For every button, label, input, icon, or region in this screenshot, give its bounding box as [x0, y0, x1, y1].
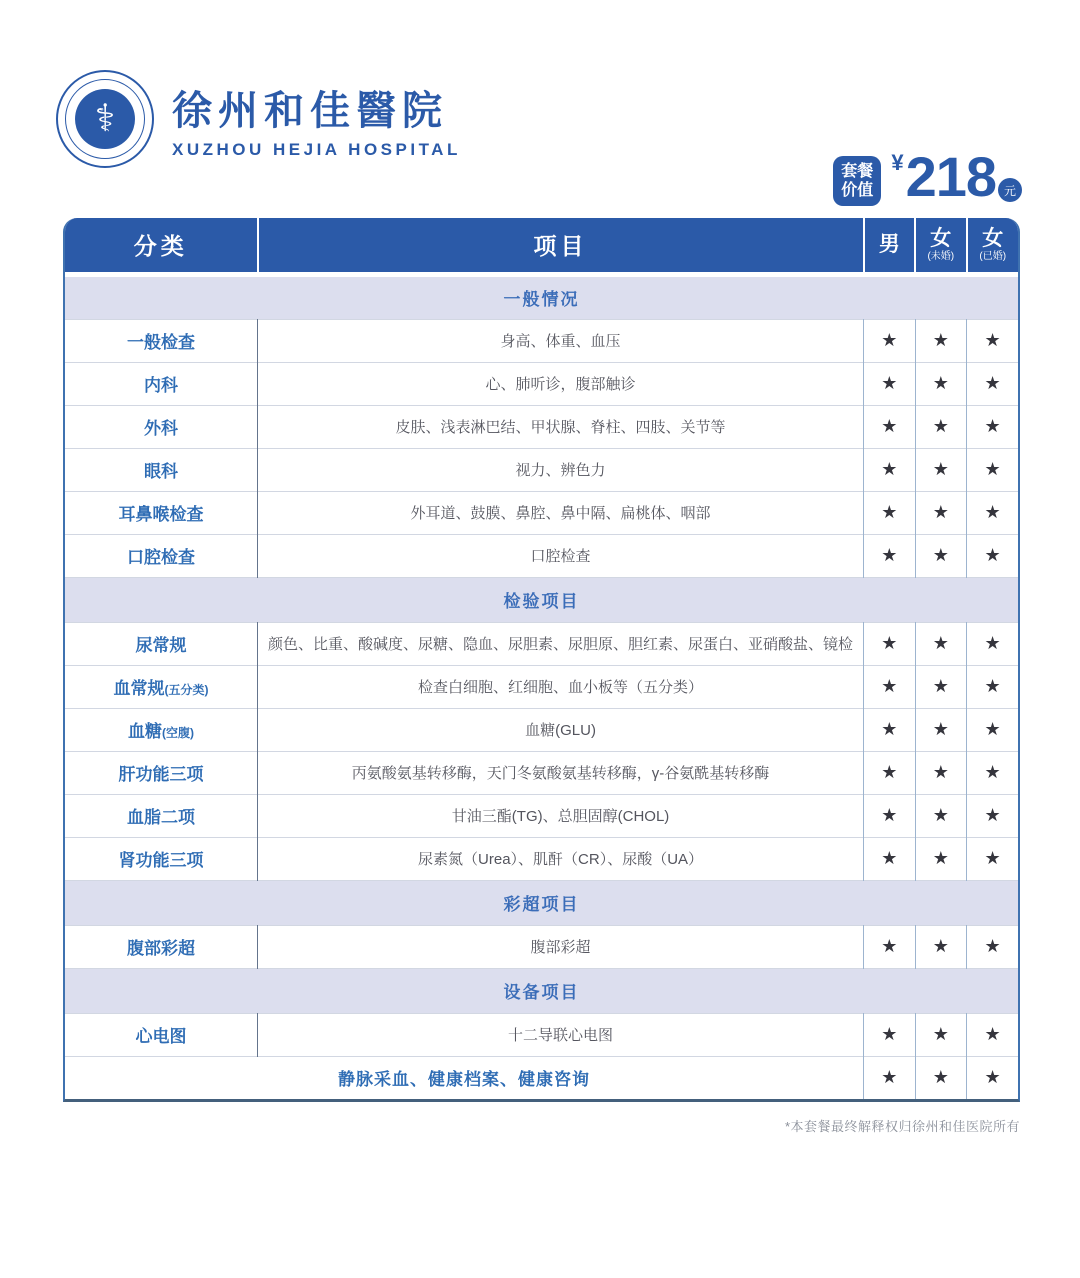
- star-icon: ★: [915, 837, 966, 880]
- category-cell: 内科: [65, 362, 258, 405]
- disclaimer-footnote: *本套餐最终解释权归徐州和佳医院所有: [784, 1119, 1020, 1134]
- star-icon: ★: [915, 925, 966, 968]
- category-cell: 口腔检查: [65, 534, 258, 577]
- star-icon: ★: [967, 837, 1018, 880]
- table-row: [65, 1056, 1018, 1099]
- hospital-name-en: XUZHOU HEJIA HOSPITAL: [172, 139, 461, 159]
- star-icon: ★: [915, 362, 966, 405]
- star-icon: ★: [967, 1056, 1018, 1099]
- table-row: [65, 708, 1018, 751]
- star-icon: ★: [967, 319, 1018, 362]
- category-note: (空腹): [162, 726, 194, 740]
- price-unit: 元: [998, 178, 1022, 202]
- header-female-married: [967, 218, 1018, 274]
- star-icon: ★: [967, 751, 1018, 794]
- star-icon: ★: [967, 448, 1018, 491]
- star-icon: ★: [864, 925, 915, 968]
- table-row: [65, 925, 1018, 968]
- caduceus-icon: ⚕: [94, 98, 116, 140]
- section-row: [65, 577, 1018, 622]
- seal-core: [75, 89, 135, 149]
- category-cell: 眼科: [65, 448, 258, 491]
- category-cell: 肾功能三项: [65, 837, 258, 880]
- table-row: [65, 837, 1018, 880]
- table-row: [65, 491, 1018, 534]
- section-row: [65, 968, 1018, 1013]
- star-icon: ★: [967, 405, 1018, 448]
- package-table: [63, 218, 1020, 1102]
- star-icon: ★: [915, 794, 966, 837]
- category-cell: 心电图: [65, 1013, 258, 1056]
- price-amount: 218: [905, 145, 996, 208]
- star-icon: ★: [915, 1013, 966, 1056]
- star-icon: ★: [915, 1056, 966, 1099]
- table-row: [65, 622, 1018, 665]
- item-description-cell: 丙氨酸氨基转移酶，天门冬氨酸氨基转移酶，γ-谷氨酰基转移酶: [258, 751, 864, 794]
- header-male: [864, 218, 915, 274]
- star-icon: ★: [864, 319, 915, 362]
- item-description-cell: 十二导联心电图: [258, 1013, 864, 1056]
- star-icon: ★: [864, 794, 915, 837]
- table-row: [65, 448, 1018, 491]
- star-icon: ★: [967, 1013, 1018, 1056]
- star-icon: ★: [915, 622, 966, 665]
- header-item: 项目: [258, 218, 864, 274]
- price-badge: [833, 145, 1022, 208]
- star-icon: ★: [915, 708, 966, 751]
- category-cell: 腹部彩超: [65, 925, 258, 968]
- table-header: [65, 218, 1018, 274]
- price-label-line1: 套餐: [841, 163, 874, 180]
- section-title: 一般情况: [65, 274, 1018, 319]
- table-row: [65, 534, 1018, 577]
- category-cell: 外科: [65, 405, 258, 448]
- item-description-cell: 外耳道、鼓膜、鼻腔、鼻中隔、扁桃体、咽部: [258, 491, 864, 534]
- star-icon: ★: [967, 534, 1018, 577]
- star-icon: ★: [864, 362, 915, 405]
- table-row: [65, 362, 1018, 405]
- star-icon: ★: [864, 491, 915, 534]
- star-icon: ★: [967, 362, 1018, 405]
- star-icon: ★: [967, 708, 1018, 751]
- item-description-cell: 甘油三酯(TG)、总胆固醇(CHOL): [258, 794, 864, 837]
- star-icon: ★: [915, 665, 966, 708]
- price-label: [833, 156, 881, 206]
- header-female-married-note: (已婚): [979, 250, 1007, 262]
- header-female-married-label: 女: [982, 226, 1004, 250]
- item-description-cell: 颜色、比重、酸碱度、尿糖、隐血、尿胆素、尿胆原、胆红素、尿蛋白、亚硝酸盐、镜检: [258, 622, 864, 665]
- star-icon: ★: [864, 1013, 915, 1056]
- star-icon: ★: [864, 534, 915, 577]
- section-row: [65, 880, 1018, 925]
- category-cell: 一般检查: [65, 319, 258, 362]
- table-row: [65, 405, 1018, 448]
- header-female-unmarried-label: 女: [930, 226, 952, 250]
- star-icon: ★: [864, 837, 915, 880]
- item-description-cell: 尿素氮（Urea）、肌酐（CR）、尿酸（UA）: [258, 837, 864, 880]
- category-cell: 尿常规: [65, 622, 258, 665]
- star-icon: ★: [864, 751, 915, 794]
- item-description-cell: 皮肤、浅表淋巴结、甲状腺、脊柱、四肢、关节等: [258, 405, 864, 448]
- hospital-brand: [56, 70, 461, 168]
- star-icon: ★: [864, 405, 915, 448]
- table-row: [65, 794, 1018, 837]
- section-row: [65, 274, 1018, 319]
- star-icon: ★: [967, 622, 1018, 665]
- section-title: 彩超项目: [65, 880, 1018, 925]
- item-description-cell: 腹部彩超: [258, 925, 864, 968]
- star-icon: ★: [967, 925, 1018, 968]
- table-row: [65, 1013, 1018, 1056]
- item-description-cell: 口腔检查: [258, 534, 864, 577]
- star-icon: ★: [864, 622, 915, 665]
- star-icon: ★: [915, 319, 966, 362]
- star-icon: ★: [864, 448, 915, 491]
- hospital-seal-logo: [56, 70, 154, 168]
- header-female-unmarried: [915, 218, 966, 274]
- star-icon: ★: [967, 794, 1018, 837]
- star-icon: ★: [864, 1056, 915, 1099]
- star-icon: ★: [864, 665, 915, 708]
- star-icon: ★: [915, 405, 966, 448]
- brand-text: [172, 79, 461, 160]
- item-description-cell: 心、肺听诊，腹部触诊: [258, 362, 864, 405]
- header-male-label: 男: [878, 233, 900, 257]
- star-icon: ★: [915, 491, 966, 534]
- table-row: [65, 319, 1018, 362]
- star-icon: ★: [864, 708, 915, 751]
- item-description-cell: 身高、体重、血压: [258, 319, 864, 362]
- table-row: [65, 751, 1018, 794]
- item-description-cell: 检查白细胞、红细胞、血小板等（五分类）: [258, 665, 864, 708]
- section-title: 设备项目: [65, 968, 1018, 1013]
- category-note: (五分类): [164, 683, 209, 697]
- category-cell: 血常规(五分类): [65, 665, 258, 708]
- price-label-line2: 价值: [841, 182, 874, 200]
- star-icon: ★: [967, 491, 1018, 534]
- star-icon: ★: [915, 448, 966, 491]
- item-description-cell: 视力、辨色力: [258, 448, 864, 491]
- merged-description-cell: 静脉采血、健康档案、健康咨询: [65, 1056, 864, 1099]
- category-cell: 肝功能三项: [65, 751, 258, 794]
- star-icon: ★: [915, 751, 966, 794]
- category-cell: 血糖(空腹): [65, 708, 258, 751]
- star-icon: ★: [915, 534, 966, 577]
- header-category: 分类: [65, 218, 258, 274]
- currency-symbol: ¥: [891, 150, 904, 175]
- table-row: [65, 665, 1018, 708]
- header-female-unmarried-note: (未婚): [927, 250, 955, 262]
- section-title: 检验项目: [65, 577, 1018, 622]
- table-body: [65, 274, 1018, 1099]
- item-description-cell: 血糖(GLU): [258, 708, 864, 751]
- category-cell: 耳鼻喉检查: [65, 491, 258, 534]
- star-icon: ★: [967, 665, 1018, 708]
- category-cell: 血脂二项: [65, 794, 258, 837]
- hospital-name-zh: 徐州和佳醫院: [172, 87, 448, 133]
